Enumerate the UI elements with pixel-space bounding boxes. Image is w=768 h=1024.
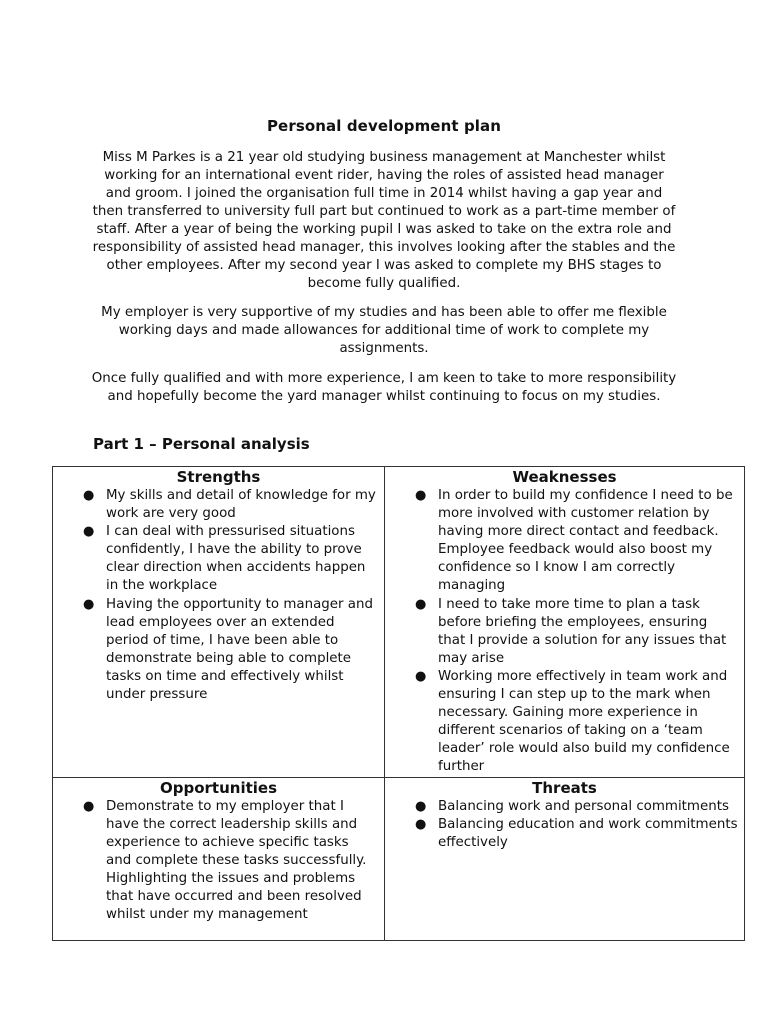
swot-row-bottom bbox=[53, 777, 745, 940]
threats-cell bbox=[385, 777, 745, 940]
opportunities-cell bbox=[53, 777, 385, 940]
strengths-cell bbox=[53, 467, 385, 778]
weakness-text: Working more effectively in team work and ensuring I can step up to the mark when necessary. Gaining more experience in different scenarios of taking on a ‘team leader’ role would also build my confidence further bbox=[438, 668, 730, 775]
threats-list bbox=[385, 798, 744, 852]
bullet-icon: ● bbox=[83, 596, 95, 612]
bullet-icon: ● bbox=[415, 596, 427, 612]
weaknesses-list bbox=[385, 487, 744, 777]
threat-text: Balancing education and work commitments effectively bbox=[438, 816, 738, 850]
opportunity-text: Demonstrate to my employer that I have the correct leadership skills and experience to achieve specific tasks and complete these tasks successfully. Highlighting the issues and problems that have occurred and been resolved whilst under my management bbox=[106, 798, 367, 923]
strength-text: I can deal with pressurised situations confidently, I have the ability to prove clear direction when accidents happen in the workplace bbox=[106, 524, 366, 594]
weakness-text: In order to build my confidence I need to be more involved with customer relation by having more direct contact and feedback. Employee feedback would also boost my confidence so I know I am correctly managing bbox=[438, 488, 733, 594]
list-item bbox=[385, 816, 744, 852]
strengths-list bbox=[53, 487, 384, 704]
threats-title: Threats bbox=[532, 778, 597, 797]
part-1-heading: Part 1 – Personal analysis bbox=[93, 435, 310, 453]
list-item bbox=[53, 487, 384, 523]
strength-text: My skills and detail of knowledge for my work are very good bbox=[106, 488, 376, 522]
weakness-text: I need to take more time to plan a task before briefing the employees, ensuring that I provide a solution for any issues that may arise bbox=[438, 596, 727, 666]
list-item bbox=[53, 523, 384, 595]
weaknesses-cell bbox=[385, 467, 745, 778]
list-item bbox=[53, 798, 384, 925]
bullet-icon: ● bbox=[415, 488, 427, 503]
list-item bbox=[385, 798, 744, 816]
bullet-icon: ● bbox=[83, 524, 95, 540]
bullet-icon: ● bbox=[83, 488, 95, 503]
list-item bbox=[385, 487, 744, 596]
document-title: Personal development plan bbox=[266, 117, 502, 135]
bullet-icon: ● bbox=[415, 816, 427, 832]
employer-paragraph: My employer is very supportive of my studies and has been able to offer me flexible working days and made allowances for additional time of work to complete my assignments. bbox=[101, 305, 667, 356]
swot-table bbox=[52, 466, 745, 941]
goals-paragraph: Once fully qualified and with more experience, I am keen to take to more responsibility and hopefully become the yard manager whilst continuing to focus on my studies. bbox=[91, 371, 677, 404]
list-item bbox=[385, 596, 744, 668]
opportunities-list bbox=[53, 798, 384, 925]
bullet-icon: ● bbox=[415, 668, 427, 684]
swot-row-top bbox=[53, 467, 745, 778]
threat-text: Balancing work and personal commitments bbox=[438, 798, 729, 814]
weaknesses-title: Weaknesses bbox=[512, 468, 617, 486]
strengths-title: Strengths bbox=[176, 468, 261, 486]
strength-text: Having the opportunity to manager and lead employees over an extended period of time, I have been able to demonstrate being able to complete tasks on time and effectively whilst under pressure bbox=[106, 596, 373, 703]
intro-paragraph: Miss M Parkes is a 21 year old studying business management at Manchester whilst working for an international event rider, having the roles of assisted head manager and groom. I joined the organisation full time in 2014 whilst having a gap year and then transferred to university full part but continued to work as a part-time member of staff. After a year of being the working pupil I was asked to take on the extra role and responsibility of assisted head manager, this involves looking after the stables and the other employees. After my second year I was asked to complete my BHS stages to become fully qualified. bbox=[92, 150, 676, 291]
bullet-icon: ● bbox=[415, 798, 427, 814]
list-item bbox=[53, 596, 384, 705]
bullet-icon: ● bbox=[83, 798, 95, 814]
list-item bbox=[385, 668, 744, 777]
opportunities-title: Opportunities bbox=[159, 778, 277, 797]
